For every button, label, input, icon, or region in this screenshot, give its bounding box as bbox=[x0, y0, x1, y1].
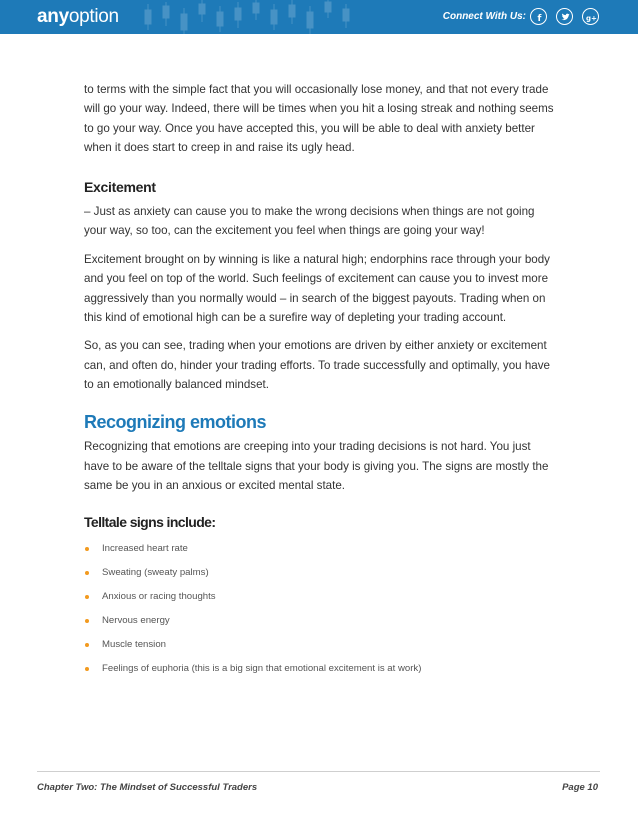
telltale-signs-heading: Telltale signs include: bbox=[84, 514, 216, 531]
list-item-text: Increased heart rate bbox=[102, 542, 188, 554]
intro-paragraph: to terms with the simple fact that you will occasionally lose money, and that not every trade will go your way. Indeed, there will be times when you hit a losing streak and nothing seems to go your way. Once you have accepted this, you will be able to deal with anxiety better when it does start to creep in and raise its ugly head. bbox=[84, 83, 554, 155]
twitter-icon[interactable] bbox=[556, 8, 573, 25]
list-item-text: Sweating (sweaty palms) bbox=[102, 566, 209, 578]
excitement-paragraph-2: Excitement brought on by winning is like a natural high; endorphins race through your body and you feel on top of the world. Such feelings of excitement can cause you to invest more aggressively than you normally would – in search of the biggest payouts. Trading when on this kind of emotional high can be a surefire way of depleting your trading account. bbox=[84, 252, 550, 325]
facebook-icon[interactable] bbox=[530, 8, 547, 25]
logo-light-text: option bbox=[68, 6, 119, 27]
list-item bbox=[84, 585, 554, 609]
excitement-paragraph-3: So, as you can see, trading when your emotions are driven by either anxiety or excitement can, and often do, hinder your trading efforts. To trade successfully and optimally, you have to an emotionally balanced mindset. bbox=[84, 339, 550, 392]
logo-bold-text: any bbox=[37, 6, 69, 27]
list-item bbox=[84, 657, 554, 681]
list-item bbox=[84, 537, 554, 561]
bullet-dot bbox=[85, 619, 89, 623]
excitement-heading: Excitement bbox=[84, 178, 156, 195]
bullet-dot bbox=[85, 595, 89, 599]
list-item-text: Feelings of euphoria (this is a big sign that emotional excitement is at work) bbox=[102, 662, 422, 674]
recognizing-paragraph: Recognizing that emotions are creeping into your trading decisions is not hard. You just have to be aware of the telltale signs that your body is giving you. The signs are mostly the same be you in an anxious or excited mental state. bbox=[84, 440, 549, 492]
footer-divider bbox=[37, 771, 600, 772]
svg-text:g+: g+ bbox=[586, 14, 597, 23]
excitement-paragraph-1: – Just as anxiety can cause you to make the wrong decisions when things are not going your way, so too, can the excitement you feel when things are going your way! bbox=[84, 205, 535, 238]
list-item bbox=[84, 633, 554, 657]
recognizing-emotions-heading: Recognizing emotions bbox=[84, 411, 267, 432]
telltale-signs-list bbox=[84, 537, 554, 681]
footer-page-number: Page 10 bbox=[562, 782, 598, 793]
anyoption-logo[interactable] bbox=[37, 6, 119, 28]
bullet-dot bbox=[85, 571, 89, 575]
bullet-dot bbox=[85, 667, 89, 671]
google-plus-icon[interactable] bbox=[582, 8, 599, 25]
bullet-dot bbox=[85, 547, 89, 551]
page-header bbox=[0, 0, 638, 34]
list-item-text: Muscle tension bbox=[102, 638, 166, 650]
page-content bbox=[84, 80, 554, 681]
list-item bbox=[84, 561, 554, 585]
list-item-text: Nervous energy bbox=[102, 614, 170, 626]
list-item bbox=[84, 609, 554, 633]
list-item-text: Anxious or racing thoughts bbox=[102, 590, 216, 602]
footer-chapter-title: Chapter Two: The Mindset of Successful Traders bbox=[37, 782, 258, 793]
bullet-dot bbox=[85, 643, 89, 647]
candlestick-chart-decoration bbox=[140, 0, 360, 34]
svg-text:f: f bbox=[537, 14, 542, 24]
connect-label: Connect With Us: bbox=[442, 11, 526, 22]
